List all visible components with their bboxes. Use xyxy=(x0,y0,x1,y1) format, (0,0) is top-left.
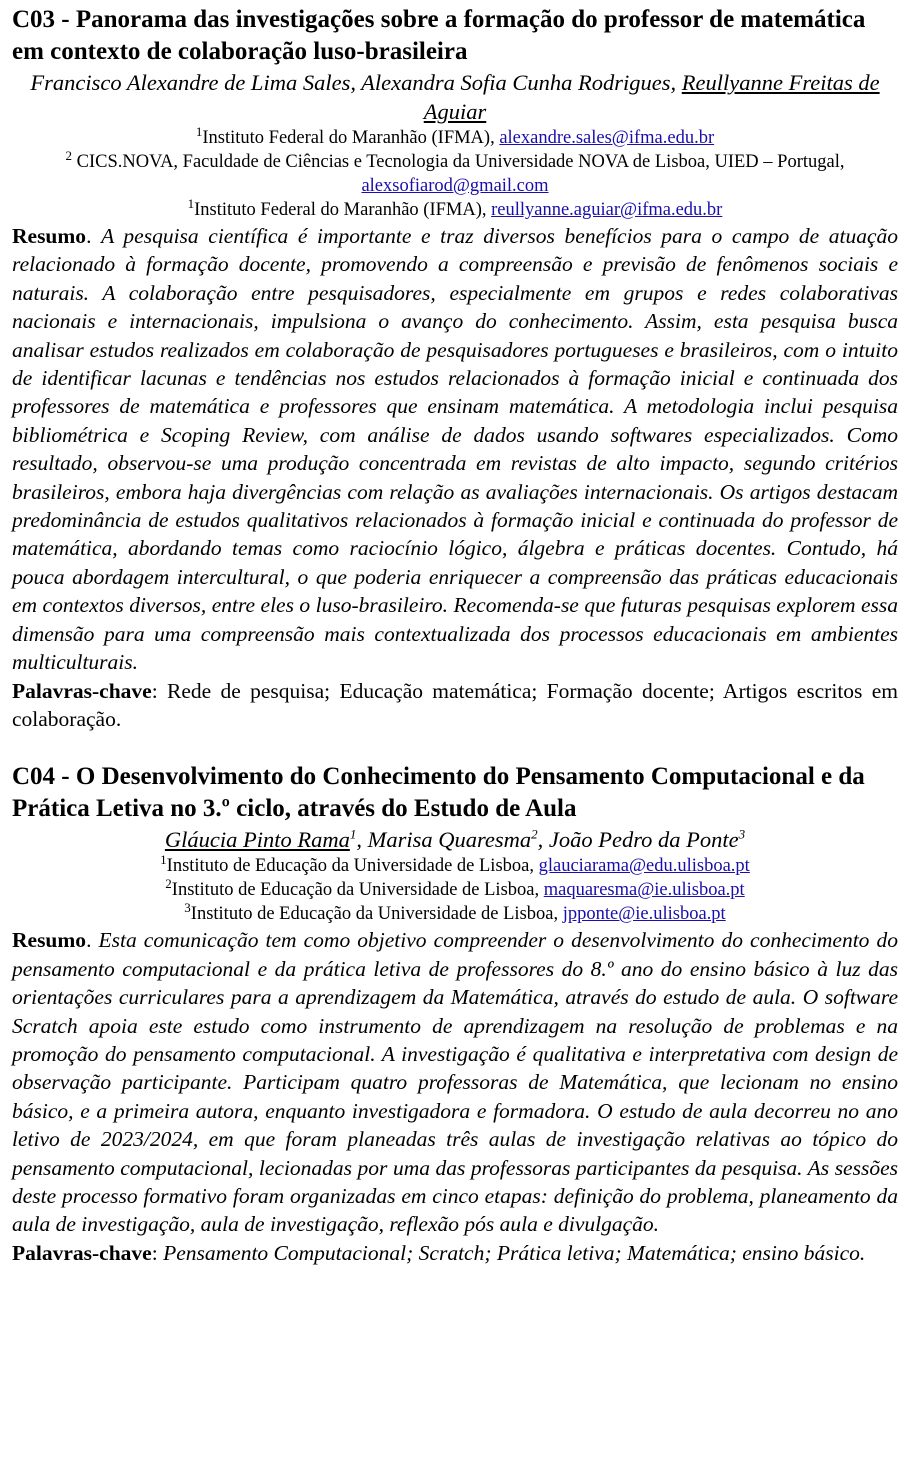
paper-title: C03 - Panorama das investigações sobre a formação do professor de matemática em contexto de colaboração luso-brasileira xyxy=(12,6,866,65)
paper-title: C04 - O Desenvolvimento do Conhecimento do Pensamento Computacional e da Prática Letiva no 3.º ciclo, através do Estudo de Aula xyxy=(12,763,865,823)
email-link[interactable]: alexandre.sales@ifma.edu.br xyxy=(499,128,715,148)
affiliation-sup: 1 xyxy=(160,852,167,868)
author-sup: 2 xyxy=(531,826,538,842)
affiliation-3 xyxy=(12,195,898,222)
affiliation-sup: 1 xyxy=(195,123,203,139)
abstract-text: A pesquisa científica é importante e traz diversos benefícios para o campo de atuação relacionado à formação docente, promovendo a compreensão e previsão de fenômenos sociais e naturais. A colaboração entre pesquisadores, especialmente em grupos e redes colaborativas nacionais e internacionais, impulsiona o avanço do conhecimento. Assim, esta pesquisa busca analisar estudos realizados em colaboração de pesquisadores portugueses e brasileiros, com o intuito de identificar lacunas e tendências nos estudos relacionados à formação inicial e continuada dos professores de matemática e professores que ensinam matemática. A metodologia inclui pesquisa bibliométrica e Scoping Review, com análise de dados usando softwares especializados. Como resultado, observou-se uma produção concentrada em revistas de alto impacto, segundo critérios brasileiros, embora haja divergências com relação as avaliações internacionais. Os artigos destacam predominância de estudos qualitativos relacionados à formação inicial e continuada do professor de matemática, abordando temas como raciocínio lógico, álgebra e práticas docentes. Contudo, há pouca abordagem intercultural, o que poderia enriquecer a compreensão das práticas educacionais em contextos diversos, entre eles o luso-brasileiro. Recomenda-se que futuras pesquisas explorem essa dimensão para uma compreensão mais contextualizada dos processos educacionais em ambientes multiculturais. xyxy=(12,224,899,675)
author-sup: 3 xyxy=(738,826,746,842)
author-name: , Marisa Quaresma xyxy=(356,827,532,853)
affiliation-text: Instituto de Educação da Universidade de Lisboa, xyxy=(166,856,539,877)
affiliation-2 xyxy=(12,878,898,902)
section-gap xyxy=(12,733,898,761)
author-list xyxy=(12,68,898,126)
abstract-separator: . xyxy=(86,928,99,953)
affiliation-3 xyxy=(12,902,898,926)
keywords-text: : Rede de pesquisa; Educação matemática; Formação docente; Artigos escritos em colaboração. xyxy=(12,678,898,731)
document-page xyxy=(12,4,898,1267)
email-link[interactable]: maquaresma@ie.ulisboa.pt xyxy=(543,880,745,901)
keywords-text: Pensamento Computacional; Scratch; Prática letiva; Matemática; ensino básico. xyxy=(163,1240,866,1265)
author-list xyxy=(12,825,898,854)
affiliation-sup: 1 xyxy=(187,195,195,211)
affiliation-1 xyxy=(12,123,898,150)
affiliation-text: Instituto de Educação da Universidade de Lisboa, xyxy=(171,880,544,901)
paper-c03 xyxy=(12,4,898,733)
abstract-label: Resumo xyxy=(12,928,87,953)
presenting-author: Gláucia Pinto Rama xyxy=(164,827,350,853)
presenting-author: Reullyanne Freitas de Aguiar xyxy=(423,70,880,124)
affiliation-2 xyxy=(12,147,898,198)
affiliation-text: Instituto Federal do Maranhão (IFMA), xyxy=(202,128,500,148)
abstract-text: Esta comunicação tem como objetivo compreender o desenvolvimento do conhecimento do pensamento computacional e da prática letiva de professores do 8.º ano do ensino básico à luz das orientações curriculares para a aprendizagem da Matemática, através do estudo de aula. O software Scratch apoia este estudo como instrumento de aprendizagem na resolução de problemas e na promoção do pensamento computacional. A investigação é qualitativa e interpretativa com design de observação participante. Participam quatro professoras de Matemática, que lecionam no ensino básico, e a primeira autora, enquanto investigadora e formadora. O estudo de aula decorreu no ano letivo de 2023/2024, em que foram planeadas três aulas de investigação relativas ao tópico do pensamento computacional, lecionadas por uma das professoras participantes da pesquisa. As sessões deste processo formativo foram organizadas em cinco etapas: definição do problema, planeamento da aula de investigação, aula de investigação, reflexão pós aula e divulgação. xyxy=(12,928,899,1237)
authors-text: Francisco Alexandre de Lima Sales, Alexandra Sofia Cunha Rodrigues, xyxy=(30,70,682,95)
affiliation-sup: 3 xyxy=(184,900,191,916)
keywords xyxy=(12,1239,898,1267)
affiliation-text: CICS.NOVA, Faculdade de Ciências e Tecnologia da Universidade NOVA de Lisboa, UIED – Portugal, xyxy=(72,152,845,172)
affiliation-text: Instituto Federal do Maranhão (IFMA), xyxy=(194,200,492,220)
email-link[interactable]: jpponte@ie.ulisboa.pt xyxy=(562,904,726,925)
abstract-separator: . xyxy=(86,224,102,248)
email-link[interactable]: reullyanne.aguiar@ifma.edu.br xyxy=(491,200,723,220)
affiliation-text: Instituto de Educação da Universidade de Lisboa, xyxy=(190,904,563,925)
affiliation-sup: 2 xyxy=(65,147,72,163)
affiliation-sup: 2 xyxy=(165,876,172,892)
email-link[interactable]: alexsofiarod@gmail.com xyxy=(361,176,549,196)
abstract xyxy=(12,926,898,1238)
keywords xyxy=(12,677,898,734)
abstract xyxy=(12,222,898,677)
keywords-label: Palavras-chave xyxy=(12,1240,152,1265)
affiliation-1 xyxy=(12,854,898,878)
keywords-colon: : xyxy=(151,1240,164,1265)
author-name: , João Pedro da Ponte xyxy=(537,827,739,853)
email-link[interactable]: glauciarama@edu.ulisboa.pt xyxy=(538,856,750,877)
abstract-label: Resumo xyxy=(12,224,87,248)
author-sup: 1 xyxy=(349,826,357,842)
keywords-label: Palavras-chave xyxy=(12,678,152,703)
paper-c04 xyxy=(12,761,898,1267)
